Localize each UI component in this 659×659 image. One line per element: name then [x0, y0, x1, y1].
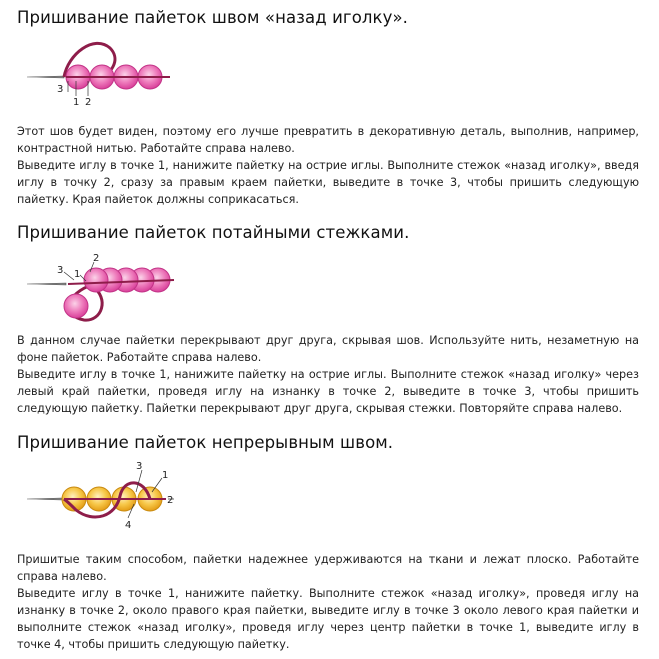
- section-2-title: Пришивание пайеток потайными стежками.: [17, 223, 410, 242]
- point-label-3: 3: [57, 84, 64, 95]
- section-1-paragraph-1: Этот шов будет виден, поэтому его лучше превратить в декоративную деталь, выполнив, например, контрастной нитью. Работайте справа налево.: [17, 125, 639, 155]
- point-label-3: 3: [136, 461, 143, 472]
- point-label-1: 1: [162, 470, 169, 481]
- section-2-paragraph-1: В данном случае пайетки перекрывают друг друга, скрывая шов. Используйте нить, незаметную на фоне пайеток. Работайте справа налево.: [17, 334, 639, 364]
- sequin: [64, 294, 88, 318]
- needle-icon: [27, 76, 64, 78]
- sequin: [84, 268, 108, 292]
- section-3-text: [17, 551, 639, 653]
- section-2-text: [17, 332, 639, 417]
- section-1-title: Пришивание пайеток швом «назад иголку».: [17, 8, 409, 27]
- point-label-2: 2: [167, 495, 174, 506]
- point-label-1: 1: [74, 269, 81, 280]
- section-2-paragraph-2: Выведите иглу в точке 1, нанижите пайетку на острие иглы. Выполните стежок «назад иголку» через левый край пайетки, проведя иглу на изнанку в точке 2, выведите в точке 3, чтобы пришить следующую пайетку. Пайетки перекрывают друг друга, скрывая стежки. Повторяйте справа налево.: [17, 368, 639, 415]
- point-label-2: 2: [85, 97, 92, 108]
- section-2-illustration: [24, 250, 184, 326]
- section-1-illustration: [24, 34, 184, 114]
- section-3-title: Пришивание пайеток непрерывным швом.: [17, 433, 394, 452]
- section-1-paragraph-2: Выведите иглу в точке 1, нанижите пайетку на острие иглы. Выполните стежок «назад иголку», введя иглу в точку 2, сразу за правым краем пайетки, выведите в точке 3, чтобы пришить следующую пайетку. Края пайеток должны соприкасаться.: [17, 159, 639, 206]
- section-3-paragraph-1: Пришитые таким способом, пайетки надежнее удерживаются на ткани и лежат плоско. Работайте справа налево.: [17, 553, 639, 583]
- needle-icon: [27, 283, 66, 285]
- section-3-illustration: [24, 458, 184, 542]
- section-3-paragraph-2: Выведите иглу в точке 1, нанижите пайетку. Выполните стежок «назад иголку», проведя иглу на изнанку в точке 2, около правого края пайетки, выведите иглу в точке 3 около левого края пайетки и выполните стежок «назад иголку», проведя иглу через центр пайетки в точке 1, выведите иглу в точке 4, чтобы пришить следующую пайетку.: [17, 587, 639, 651]
- section-1-text: [17, 123, 639, 208]
- point-label-3: 3: [57, 265, 64, 276]
- point-label-4: 4: [125, 520, 132, 531]
- point-label-1: 1: [73, 97, 80, 108]
- point-label-2: 2: [93, 253, 100, 264]
- needle-icon: [27, 498, 62, 500]
